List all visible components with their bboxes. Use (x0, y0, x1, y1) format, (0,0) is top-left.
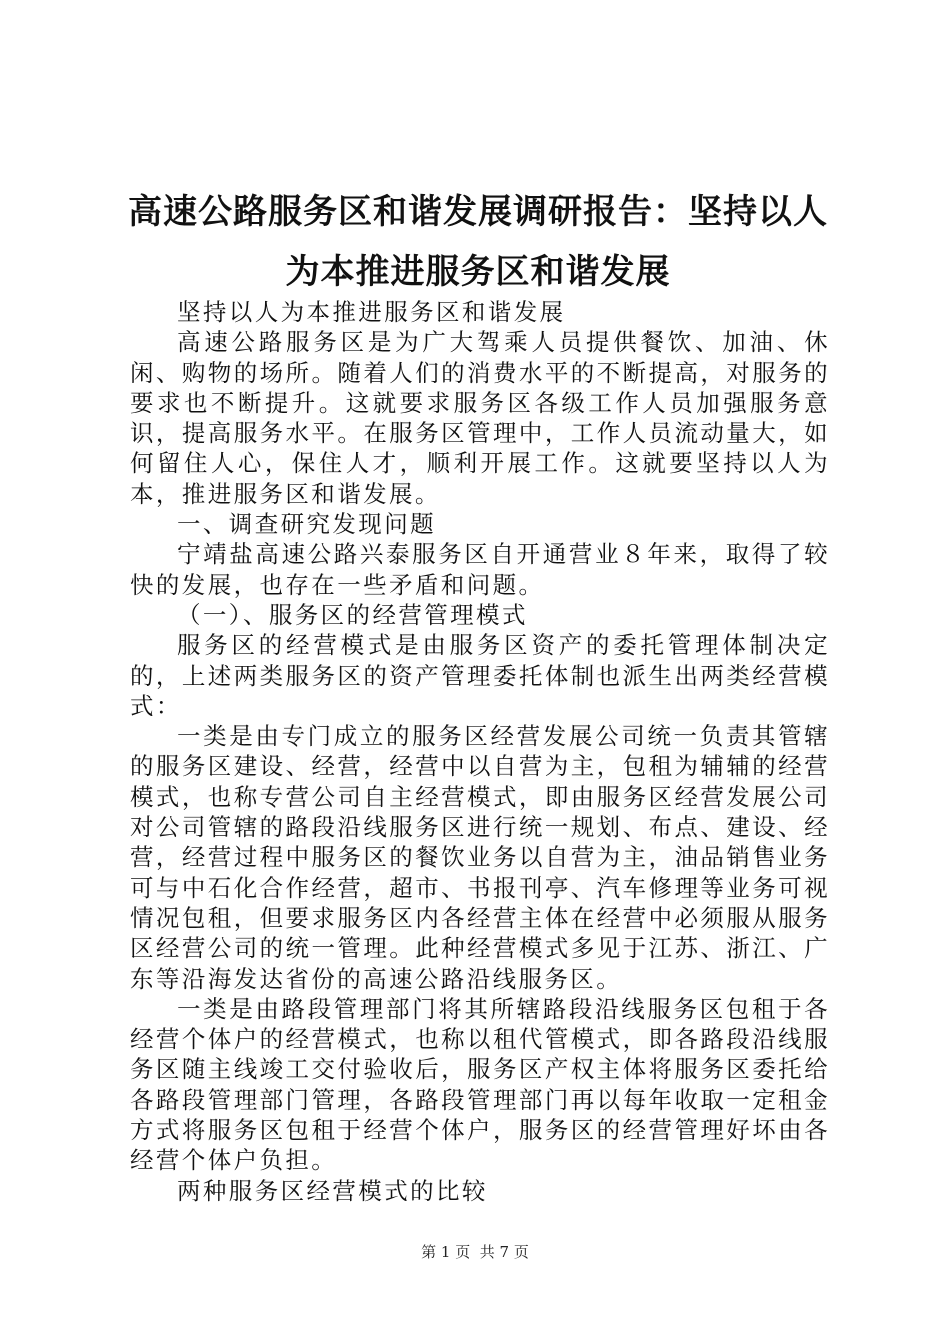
document-body (130, 297, 830, 1206)
paragraph: 两种服务区经营模式的比较 (177, 1176, 488, 1205)
document-title: 高速公路服务区和谐发展调研报告：坚持以人为本推进服务区和谐发展 (128, 192, 828, 292)
paragraph: 一类是由专门成立的服务区经营发展公司统一负责其管辖的服务区建设、经营，经营中以自营为主，包租为辅辅的经营模式，也称专营公司自主经营模式，即由服务区经营发展公司对公司管辖的路段沿线服务区进行统一规划、布点、建设、经营，经营过程中服务区的餐饮业务以自营为主，油品销售业务可与中石化合作经营，超市、书报刊亭、汽车修理等业务可视情况包租，但要求服务区内各经营主体在经营中必须服从服务区经营公司的统一管理。此种经营模式多见于江苏、浙江、广东等沿海发达省份的高速公路沿线服务区。 (130, 722, 830, 993)
paragraph: 一类是由路段管理部门将其所辖路段沿线服务区包租于各经营个体户的经营模式，也称以租代管模式，即各路段沿线服务区随主线竣工交付验收后，服务区产权主体将服务区委托给各路段管理部门管理，各路段管理部门再以每年收取一定租金方式将服务区包租于经营个体户，服务区的经营管理好坏由各经营个体户负担。 (130, 994, 830, 1175)
paragraph: 高速公路服务区是为广大驾乘人员提供餐饮、加油、休闲、购物的场所。随着人们的消费水平的不断提高，对服务的要求也不断提升。这就要求服务区各级工作人员加强服务意识，提高服务水平。在服务区管理中，工作人员流动量大，如何留住人心，保住人才，顺利开展工作。这就要坚持以人为本，推进服务区和谐发展。 (130, 328, 830, 508)
paragraph: 宁靖盐高速公路兴泰服务区自开通营业８年来，取得了较快的发展，也存在一些矛盾和问题。 (130, 540, 830, 599)
section-heading: 一、调查研究发现问题 (177, 510, 436, 539)
page-footer (0, 1242, 950, 1262)
subsection-heading: （一）、服务区的经营管理模式 (177, 600, 528, 629)
paragraph: 坚持以人为本推进服务区和谐发展 (177, 298, 566, 326)
page-number: 第 1 页 共 7 页 (421, 1243, 529, 1261)
paragraph: 服务区的经营模式是由服务区资产的委托管理体制决定的，上述两类服务区的资产管理委托体制也派生出两类经营模式： (130, 631, 830, 720)
